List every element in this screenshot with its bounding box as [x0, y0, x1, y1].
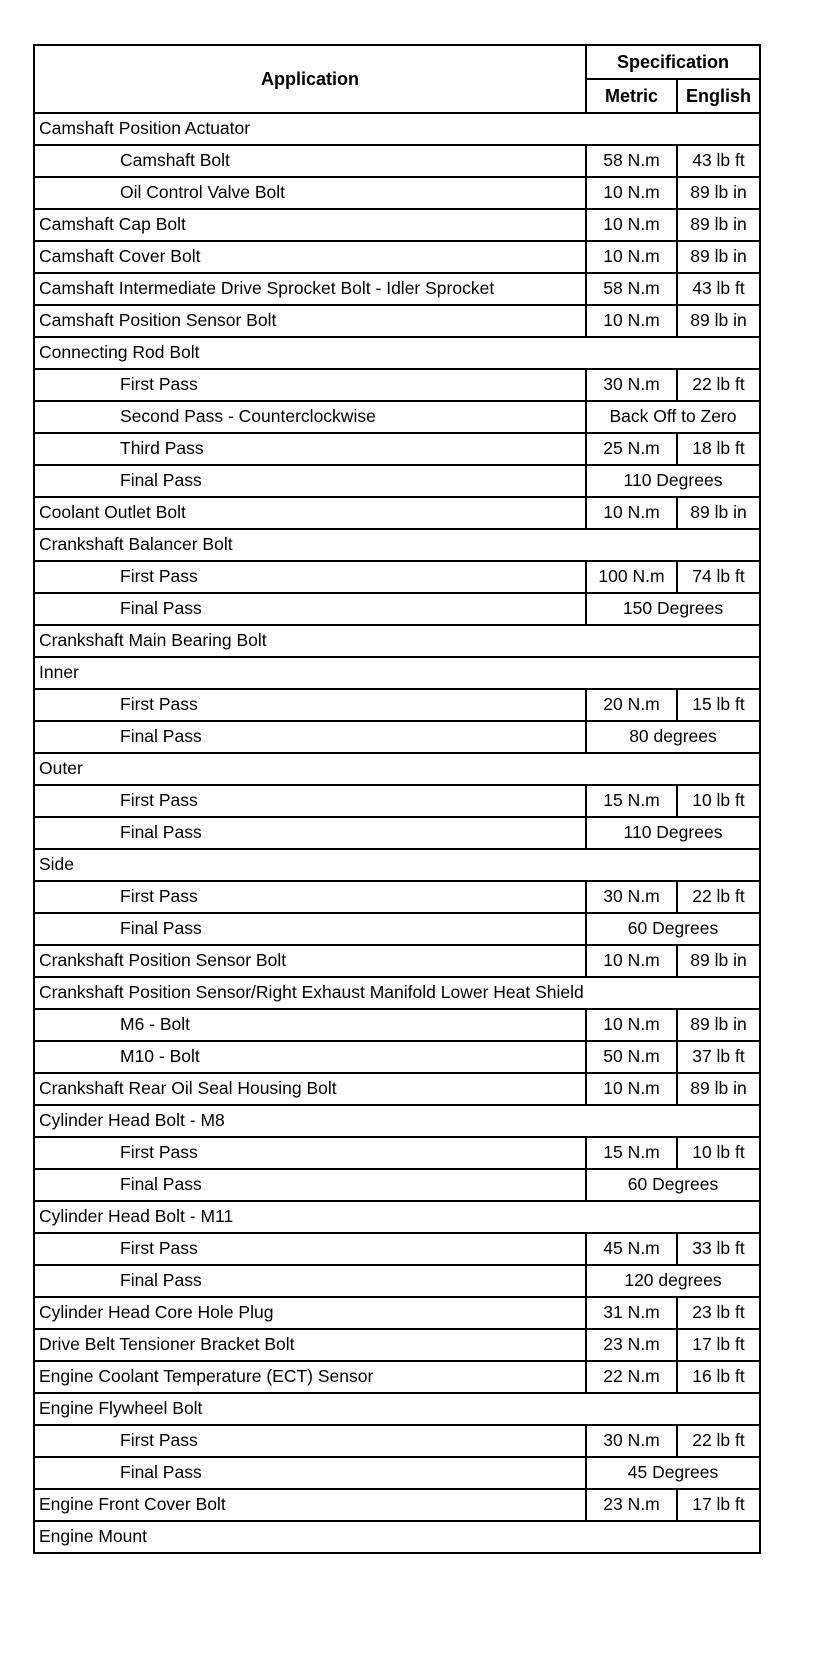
metric-cell: 25 N.m: [586, 433, 677, 465]
application-cell: Engine Coolant Temperature (ECT) Sensor: [34, 1361, 586, 1393]
table-row: [34, 753, 760, 785]
application-cell: Camshaft Bolt: [34, 145, 586, 177]
metric-cell: 58 N.m: [586, 273, 677, 305]
group-heading-cell: Side: [34, 849, 760, 881]
table-row: [34, 593, 760, 625]
table-row: [34, 433, 760, 465]
english-cell: 37 lb ft: [677, 1041, 760, 1073]
table-row: [34, 785, 760, 817]
english-cell: 23 lb ft: [677, 1297, 760, 1329]
metric-cell: 10 N.m: [586, 305, 677, 337]
application-cell: Camshaft Cap Bolt: [34, 209, 586, 241]
table-row: [34, 273, 760, 305]
application-cell: Engine Front Cover Bolt: [34, 1489, 586, 1521]
header-row-top: [34, 45, 760, 79]
application-cell: Third Pass: [34, 433, 586, 465]
english-cell: 74 lb ft: [677, 561, 760, 593]
group-heading-cell: Engine Flywheel Bolt: [34, 1393, 760, 1425]
group-heading-cell: Camshaft Position Actuator: [34, 113, 760, 145]
english-cell: 17 lb ft: [677, 1329, 760, 1361]
table-body: [34, 113, 760, 1553]
application-cell: Camshaft Intermediate Drive Sprocket Bolt - Idler Sprocket: [34, 273, 586, 305]
english-cell: 18 lb ft: [677, 433, 760, 465]
metric-cell: 10 N.m: [586, 1073, 677, 1105]
table-row: [34, 625, 760, 657]
table-row: [34, 1425, 760, 1457]
group-heading-cell: Cylinder Head Bolt - M8: [34, 1105, 760, 1137]
spec-combined-cell: 110 Degrees: [586, 465, 760, 497]
metric-cell: 45 N.m: [586, 1233, 677, 1265]
application-cell: Final Pass: [34, 593, 586, 625]
metric-cell: 10 N.m: [586, 209, 677, 241]
english-cell: 15 lb ft: [677, 689, 760, 721]
table-row: [34, 1073, 760, 1105]
metric-cell: 30 N.m: [586, 1425, 677, 1457]
table-row: [34, 497, 760, 529]
table-row: [34, 305, 760, 337]
group-heading-cell: Inner: [34, 657, 760, 689]
metric-cell: 23 N.m: [586, 1329, 677, 1361]
application-cell: First Pass: [34, 1233, 586, 1265]
metric-cell: 30 N.m: [586, 881, 677, 913]
application-cell: Drive Belt Tensioner Bracket Bolt: [34, 1329, 586, 1361]
metric-cell: 10 N.m: [586, 177, 677, 209]
metric-cell: 10 N.m: [586, 1009, 677, 1041]
application-cell: Final Pass: [34, 465, 586, 497]
application-cell: Oil Control Valve Bolt: [34, 177, 586, 209]
metric-cell: 100 N.m: [586, 561, 677, 593]
spec-combined-cell: 45 Degrees: [586, 1457, 760, 1489]
english-cell: 89 lb in: [677, 241, 760, 273]
group-heading-cell: Crankshaft Position Sensor/Right Exhaust Manifold Lower Heat Shield: [34, 977, 760, 1009]
metric-cell: 58 N.m: [586, 145, 677, 177]
table-row: [34, 209, 760, 241]
table-row: [34, 529, 760, 561]
english-cell: 89 lb in: [677, 945, 760, 977]
metric-header: Metric: [586, 79, 677, 113]
metric-cell: 15 N.m: [586, 1137, 677, 1169]
group-heading-cell: Crankshaft Main Bearing Bolt: [34, 625, 760, 657]
group-heading-cell: Crankshaft Balancer Bolt: [34, 529, 760, 561]
group-heading-cell: Connecting Rod Bolt: [34, 337, 760, 369]
application-cell: Final Pass: [34, 913, 586, 945]
english-cell: 22 lb ft: [677, 1425, 760, 1457]
english-header: English: [677, 79, 760, 113]
spec-combined-cell: Back Off to Zero: [586, 401, 760, 433]
application-cell: First Pass: [34, 689, 586, 721]
table-row: [34, 1521, 760, 1553]
english-cell: 43 lb ft: [677, 273, 760, 305]
application-cell: First Pass: [34, 1137, 586, 1169]
table-row: [34, 337, 760, 369]
metric-cell: 22 N.m: [586, 1361, 677, 1393]
metric-cell: 23 N.m: [586, 1489, 677, 1521]
application-cell: First Pass: [34, 1425, 586, 1457]
english-cell: 89 lb in: [677, 209, 760, 241]
application-cell: Final Pass: [34, 1169, 586, 1201]
table-row: [34, 1201, 760, 1233]
spec-combined-cell: 80 degrees: [586, 721, 760, 753]
table-row: [34, 241, 760, 273]
english-cell: 89 lb in: [677, 305, 760, 337]
metric-cell: 20 N.m: [586, 689, 677, 721]
application-cell: Crankshaft Rear Oil Seal Housing Bolt: [34, 1073, 586, 1105]
english-cell: 33 lb ft: [677, 1233, 760, 1265]
spec-combined-cell: 110 Degrees: [586, 817, 760, 849]
group-heading-cell: Engine Mount: [34, 1521, 760, 1553]
metric-cell: 30 N.m: [586, 369, 677, 401]
english-cell: 22 lb ft: [677, 881, 760, 913]
table-row: [34, 657, 760, 689]
english-cell: 22 lb ft: [677, 369, 760, 401]
english-cell: 89 lb in: [677, 177, 760, 209]
table-row: [34, 1489, 760, 1521]
table-row: [34, 401, 760, 433]
spec-combined-cell: 120 degrees: [586, 1265, 760, 1297]
english-cell: 17 lb ft: [677, 1489, 760, 1521]
application-cell: Final Pass: [34, 817, 586, 849]
application-cell: Final Pass: [34, 1265, 586, 1297]
application-cell: Cylinder Head Core Hole Plug: [34, 1297, 586, 1329]
spec-combined-cell: 60 Degrees: [586, 1169, 760, 1201]
application-cell: Camshaft Cover Bolt: [34, 241, 586, 273]
application-header: Application: [34, 45, 586, 113]
application-cell: Final Pass: [34, 721, 586, 753]
application-cell: First Pass: [34, 561, 586, 593]
english-cell: 89 lb in: [677, 497, 760, 529]
table-row: [34, 849, 760, 881]
torque-spec-table: [33, 44, 761, 1554]
application-cell: Crankshaft Position Sensor Bolt: [34, 945, 586, 977]
table-row: [34, 465, 760, 497]
table-row: [34, 1393, 760, 1425]
table-header: [34, 45, 760, 113]
application-cell: First Pass: [34, 785, 586, 817]
table-row: [34, 817, 760, 849]
table-row: [34, 1169, 760, 1201]
english-cell: 10 lb ft: [677, 785, 760, 817]
table-row: [34, 1457, 760, 1489]
group-heading-cell: Cylinder Head Bolt - M11: [34, 1201, 760, 1233]
metric-cell: 10 N.m: [586, 241, 677, 273]
table-row: [34, 721, 760, 753]
spec-combined-cell: 150 Degrees: [586, 593, 760, 625]
application-cell: Second Pass - Counterclockwise: [34, 401, 586, 433]
table-row: [34, 1265, 760, 1297]
english-cell: 10 lb ft: [677, 1137, 760, 1169]
application-cell: First Pass: [34, 369, 586, 401]
table-row: [34, 369, 760, 401]
table-row: [34, 145, 760, 177]
table-row: [34, 177, 760, 209]
table-row: [34, 881, 760, 913]
spec-combined-cell: 60 Degrees: [586, 913, 760, 945]
metric-cell: 15 N.m: [586, 785, 677, 817]
table-row: [34, 1297, 760, 1329]
table-row: [34, 113, 760, 145]
metric-cell: 50 N.m: [586, 1041, 677, 1073]
table-row: [34, 1137, 760, 1169]
table-row: [34, 1041, 760, 1073]
table-row: [34, 913, 760, 945]
table-row: [34, 1233, 760, 1265]
table-row: [34, 977, 760, 1009]
table-row: [34, 1329, 760, 1361]
table-row: [34, 1361, 760, 1393]
metric-cell: 10 N.m: [586, 945, 677, 977]
specification-header: Specification: [586, 45, 760, 79]
english-cell: 89 lb in: [677, 1009, 760, 1041]
english-cell: 89 lb in: [677, 1073, 760, 1105]
application-cell: M10 - Bolt: [34, 1041, 586, 1073]
metric-cell: 10 N.m: [586, 497, 677, 529]
table-row: [34, 561, 760, 593]
table-row: [34, 1105, 760, 1137]
application-cell: First Pass: [34, 881, 586, 913]
metric-cell: 31 N.m: [586, 1297, 677, 1329]
english-cell: 16 lb ft: [677, 1361, 760, 1393]
table-row: [34, 945, 760, 977]
application-cell: Coolant Outlet Bolt: [34, 497, 586, 529]
table-row: [34, 689, 760, 721]
application-cell: Camshaft Position Sensor Bolt: [34, 305, 586, 337]
english-cell: 43 lb ft: [677, 145, 760, 177]
application-cell: Final Pass: [34, 1457, 586, 1489]
application-cell: M6 - Bolt: [34, 1009, 586, 1041]
group-heading-cell: Outer: [34, 753, 760, 785]
table-row: [34, 1009, 760, 1041]
